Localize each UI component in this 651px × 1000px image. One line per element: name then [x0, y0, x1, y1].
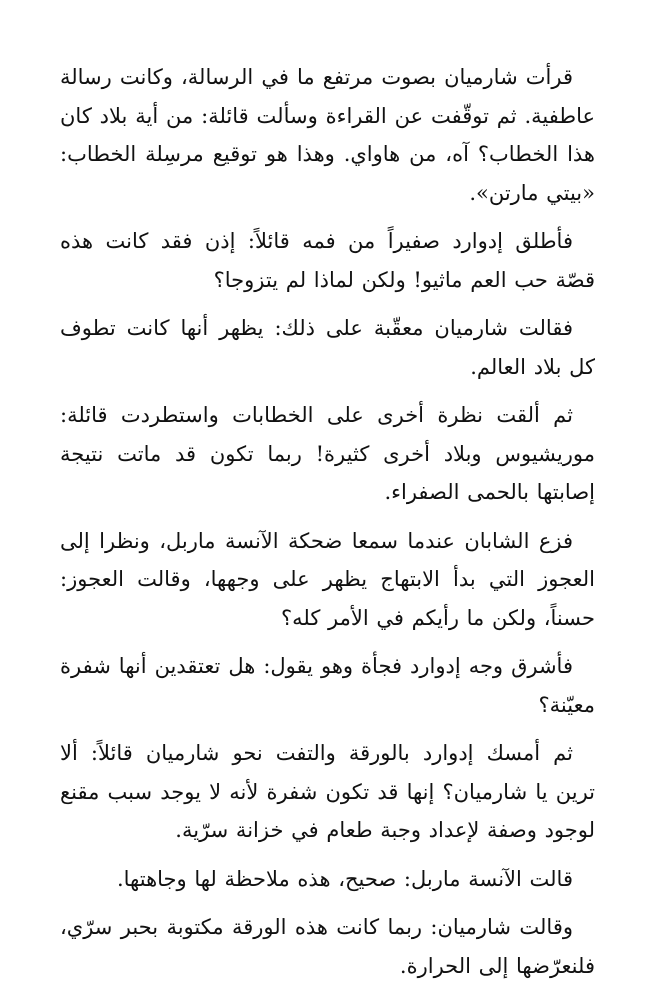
paragraph-8: قالت الآنسة ماربل: صحيح، هذه ملاحظة لها وجاهتها. — [116, 866, 573, 891]
paragraph-9: وقالت شارميان: ربما كانت هذه الورقة مكتوبة بحبر سرّي، فلنعرّضها إلى الحرارة. — [60, 915, 595, 978]
paragraph-6: فأشرق وجه إدوارد فجأة وهو يقول: هل تعتقدين أنها شفرة معيّنة؟ — [60, 654, 595, 717]
paragraph-3: فقالت شارميان معقّبة على ذلك: يظهر أنها كانت تطوف كل بلاد العالم. — [60, 316, 595, 379]
book-page — [60, 58, 595, 995]
paragraph-4: ثم ألقت نظرة أخرى على الخطابات واستطردت قائلة: موريشيوس وبلاد أخرى كثيرة! ربما تكون قد ماتت نتيجة إصابتها بالحمى الصفراء. — [60, 403, 595, 504]
paragraph-7: ثم أمسك إدوارد بالورقة والتفت نحو شارميان قائلاً: ألا ترين يا شارميان؟ إنها قد تكون شفرة لأنه لا يوجد سبب مقنع لوجود وصفة لإعداد وجبة طعام في خزانة سرّية. — [60, 741, 595, 842]
paragraph-2: فأطلق إدوارد صفيراً من فمه قائلاً: إذن فقد كانت هذه قصّة حب العم ماثيو! ولكن لماذا لم يتزوجا؟ — [60, 229, 595, 292]
paragraph-1: قرأت شارميان بصوت مرتفع ما في الرسالة، وكانت رسالة عاطفية. ثم توقّفت عن القراءة وسألت قائلة: من أية بلاد كان هذا الخطاب؟ آه، من هاواي. وهذا هو توقيع مرسِلة الخطاب: «بيتي مارتن». — [60, 65, 595, 205]
paragraph-5: فزع الشابان عندما سمعا ضحكة الآنسة ماربل، ونظرا إلى العجوز التي بدأ الابتهاج يظهر على وجهها، وقالت العجوز: حسناً، ولكن ما رأيكم في الأمر كله؟ — [60, 528, 595, 630]
